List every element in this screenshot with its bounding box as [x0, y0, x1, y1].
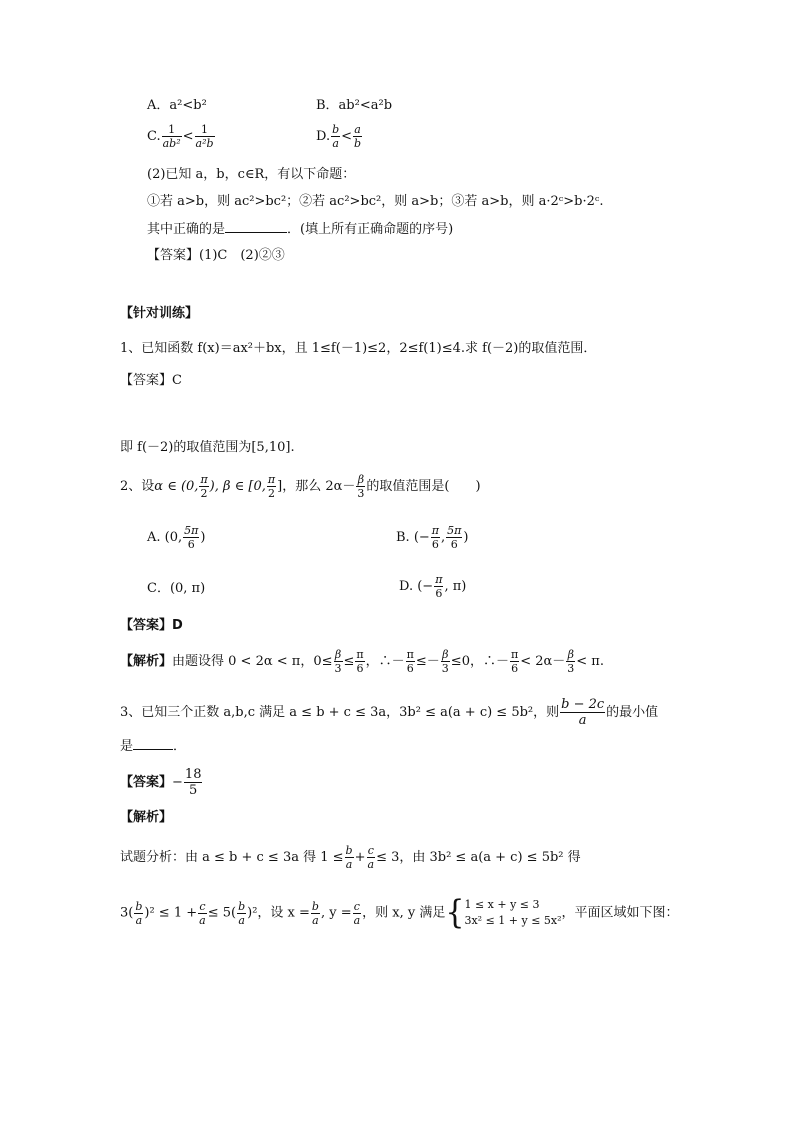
section-title: 【针对训练】 — [120, 306, 199, 321]
question-3: 3、已知三个正数 a,b,c 满足 a ≤ b + c ≤ 3a，3b² ≤ a(a + c) ≤ 5b²，则 $\frac{b - 2c}{a}$ 的最小值 — [120, 697, 659, 728]
fraction: $\frac{b}{a}$ — [135, 899, 143, 927]
option-a: A．a²<b² — [147, 98, 207, 113]
answer-blank — [225, 220, 287, 233]
option-c-label: C. — [147, 129, 161, 144]
option-d: D. $\frac{b}{a}$ < $\frac{a}{b}$ — [316, 123, 362, 150]
fraction: $\frac{c}{a}$ — [199, 899, 206, 927]
propositions: ①若 a>b，则 ac²>bc²；②若 ac²>bc²，则 a>b；③若 a>b，则 a·2ᶜ>b·2ᶜ. — [147, 194, 604, 209]
question-1: 1、已知函数 f(x)＝ax²＋bx，且 1≤f(－1)≤2，2≤f(1)≤4.求 f(－2)的取值范围． — [120, 341, 597, 356]
fraction: $\frac{\pi}{6}$ — [431, 524, 440, 551]
question-2-ask: 其中正确的是 ．(填上所有正确命题的序号) — [147, 222, 454, 237]
part1-answer: 【答案】(1)C (2)②③ — [147, 248, 285, 263]
inequality-system: 1 ≤ x + y ≤ 3 3x² ≤ 1 + y ≤ 5x² — [464, 898, 562, 927]
fraction: $\frac{a}{b}$ — [354, 123, 362, 150]
question-2: 2、设α ∈ (0, $\frac{\pi}{2}$ ), β ∈ [0, $\frac{\pi}{2}$ ]，那么 2α－ $\frac{\beta}{3}$ 的取值范围是( ) — [120, 473, 481, 500]
q2-option-a: A. (0, $\frac{5\pi}{6}$ ) — [147, 524, 206, 551]
fraction: $\frac{5\pi}{6}$ — [184, 524, 199, 551]
fraction: $\frac{\pi}{6}$ — [356, 648, 364, 675]
fraction: $\frac{\pi}{6}$ — [435, 573, 443, 600]
fraction: $\frac{18}{5}$ — [184, 767, 202, 798]
question-3-ask: 是 ． — [120, 739, 187, 754]
fraction: $\frac{\pi}{2}$ — [267, 473, 276, 500]
fraction: $\frac{b}{a}$ — [332, 123, 340, 150]
question-3-solution-title: 【解析】 — [120, 810, 173, 825]
fraction: $\frac{b - 2c}{a}$ — [561, 697, 605, 728]
option-d-label: D. — [316, 129, 331, 144]
question-1-result: 即 f(－2)的取值范围为[5,10]. — [120, 440, 295, 455]
fraction: $\frac{b}{a}$ — [238, 899, 246, 927]
fraction: $\frac{\pi}{6}$ — [406, 648, 414, 675]
fraction: $\frac{\pi}{2}$ — [200, 473, 208, 500]
question-3-solution-line2: 3( $\frac{b}{a}$ )² ≤ 1 + $\frac{c}{a}$ ≤ 5( $\frac{b}{a}$ )²，设 x = $\frac{b}{a}$ , y = $\frac{c}{a}$ ，则 x, y 满足{ 1 ≤ x + y ≤ 3 3x² ≤ 1 + y ≤ 5x² ，平面区域如下图： — [120, 893, 679, 932]
fraction: $\frac{\beta}{3}$ — [357, 473, 365, 500]
question-3-answer: 【答案】− $\frac{18}{5}$ — [120, 767, 202, 798]
q2-option-b: B. (− $\frac{\pi}{6}$ , $\frac{5\pi}{6}$ ) — [396, 524, 469, 551]
fraction: $\frac{5\pi}{6}$ — [447, 524, 462, 551]
fraction: $\frac{b}{a}$ — [311, 899, 319, 927]
fraction: $\frac{b}{a}$ — [345, 844, 353, 871]
question-3-solution-line1: 试题分析：由 a ≤ b + c ≤ 3a 得 1 ≤ $\frac{b}{a}$ + $\frac{c}{a}$ ≤ 3，由 3b² ≤ a(a + c) ≤ 5b² 得 — [120, 844, 581, 871]
fraction: $\frac{c}{a}$ — [367, 844, 375, 871]
question-1-answer: 【答案】C — [120, 373, 182, 388]
q2-option-c: C．(0, π) — [147, 581, 206, 596]
fraction: $\frac{c}{a}$ — [353, 899, 361, 927]
fraction: $\frac{\beta}{3}$ — [334, 648, 342, 675]
question-2-solution: 【解析】由题设得 0 < 2α < π，0≤ $\frac{\beta}{3}$ ≤ $\frac{\pi}{6}$ ，∴－ $\frac{\pi}{6}$ ≤－ $\frac{\beta}{3}$ ≤0，∴－ $\frac{\pi}{6}$ < 2α－ $\frac{\beta}{3}$ < π. — [120, 648, 604, 675]
fraction: $\frac{1}{\text{ab²}}$ — [162, 123, 181, 150]
answer-blank — [133, 737, 173, 750]
brace: { — [445, 893, 465, 932]
fraction: $\frac{\pi}{6}$ — [510, 648, 519, 675]
question-2-stem: (2)已知 a，b，c∈R，有以下命题： — [147, 167, 356, 182]
q2-option-d: D. (− $\frac{\pi}{6}$ , π) — [399, 573, 467, 600]
option-b: B．ab²<a²b — [316, 98, 393, 113]
option-c: C. $\frac{1}{\text{ab²}}$ < $\frac{1}{\text{a²b}}$ — [147, 123, 214, 150]
fraction: $\frac{\beta}{3}$ — [567, 648, 575, 675]
question-2-answer: 【答案】D — [120, 618, 183, 633]
fraction: $\frac{1}{\text{a²b}}$ — [195, 123, 214, 150]
fraction: $\frac{\beta}{3}$ — [441, 648, 449, 675]
